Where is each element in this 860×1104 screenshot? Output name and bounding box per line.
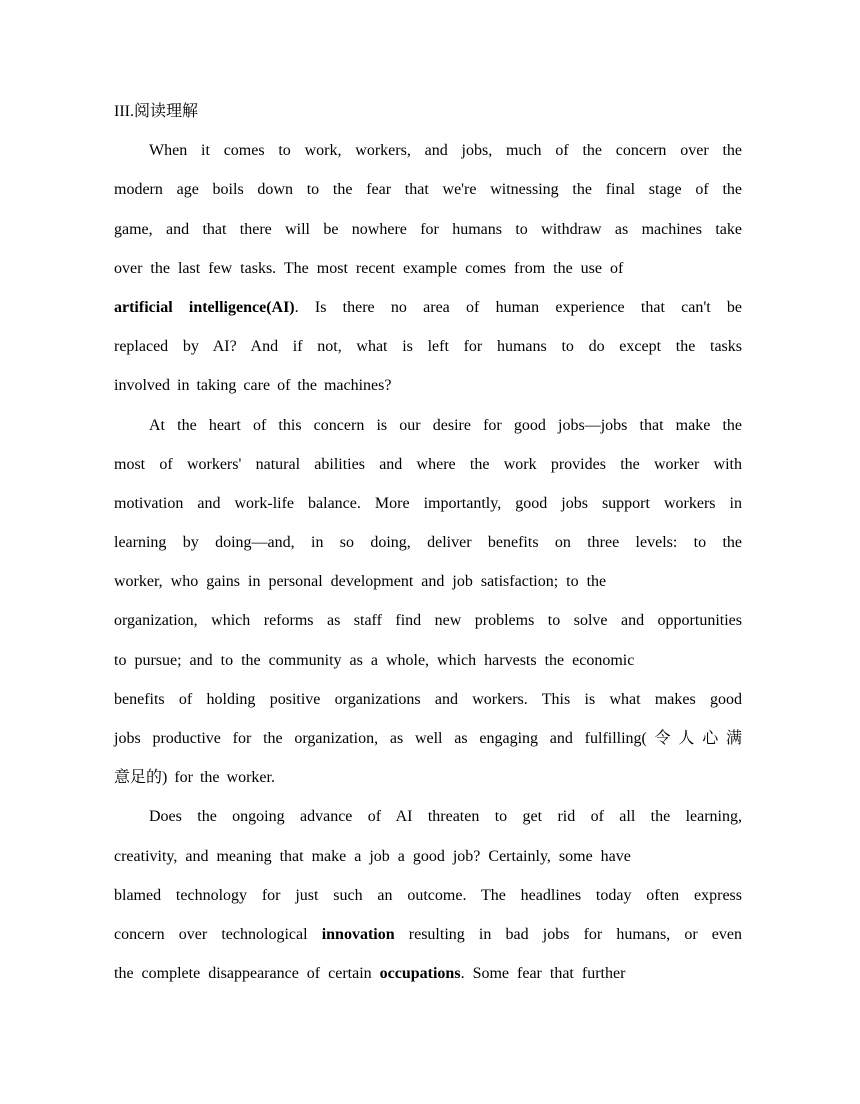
text-run: . Is there no area of human experience that can't be [294,298,743,316]
reading-passage [114,92,742,993]
bold-term: occupations [379,965,461,983]
paragraph-line [114,876,742,915]
text-run: creativity, and meaning that make a job a good job? Certainly, some have [114,847,631,865]
paragraph-3 [114,797,742,993]
text-run: 意足的) for the worker. [114,769,275,787]
text-run: organization, which reforms as staff find new problems to solve and opportunities [114,612,742,630]
text-run: game, and that there will be nowhere for humans to withdraw as machines take [114,220,742,238]
paragraph-line [114,758,742,797]
section-heading: III.阅读理解 [114,103,198,120]
text-run: the complete disappearance of certain [114,965,380,983]
bold-term: artificial intelligence(AI) [114,298,295,316]
paragraph-line [114,406,742,445]
paragraph-line [114,445,742,484]
paragraph-line [114,210,742,249]
paragraph-line [114,170,742,209]
text-run: concern over technological [114,925,322,943]
paragraph-line [114,680,742,719]
text-run: replaced by AI? And if not, what is left for humans to do except the tasks [114,338,742,356]
paragraph-line [114,641,742,680]
text-run: resulting in bad jobs for humans, or even [394,925,743,943]
bold-term: innovation [321,925,395,943]
paragraph-line [114,366,742,405]
text-run: benefits of holding positive organizations and workers. This is what makes good [114,690,742,708]
text-run: learning by doing—and, in so doing, deliver benefits on three levels: to the [114,534,742,552]
paragraph-line [114,915,742,954]
paragraph-line [114,131,742,170]
paragraph-line [114,837,742,876]
paragraph-line [114,288,742,327]
text-run: blamed technology for just such an outcome. The headlines today often express [114,886,742,904]
paragraph-line [114,954,742,993]
text-run: to pursue; and to the community as a whole, which harvests the economic [114,651,635,669]
text-run: jobs productive for the organization, as well as engaging and fulfilling(令人心满 [114,730,742,747]
text-run: At the heart of this concern is our desire for good jobs—jobs that make the [149,416,742,434]
text-run: motivation and work-life balance. More importantly, good jobs support workers in [114,494,742,512]
text-run: modern age boils down to the fear that we're witnessing the final stage of the [114,181,742,199]
paragraph-1 [114,131,742,405]
text-run: involved in taking care of the machines? [114,377,392,395]
text-run: When it comes to work, workers, and jobs, much of the concern over the [149,142,742,160]
paragraph-line [114,249,742,288]
paragraph-line [114,484,742,523]
paragraph-line [114,797,742,836]
paragraph-line [114,601,742,640]
paragraph-line [114,719,742,758]
text-run: worker, who gains in personal development and job satisfaction; to the [114,573,607,591]
paragraph-2 [114,406,742,798]
paragraph-line [114,523,742,562]
text-run: over the last few tasks. The most recent example comes from the use of [114,259,624,277]
paragraph-line [114,562,742,601]
paragraph-line [114,327,742,366]
passage-body [114,131,742,993]
text-run: . Some fear that further [460,965,626,983]
text-run: Does the ongoing advance of AI threaten to get rid of all the learning, [149,808,742,826]
text-run: most of workers' natural abilities and where the work provides the worker with [114,455,742,473]
